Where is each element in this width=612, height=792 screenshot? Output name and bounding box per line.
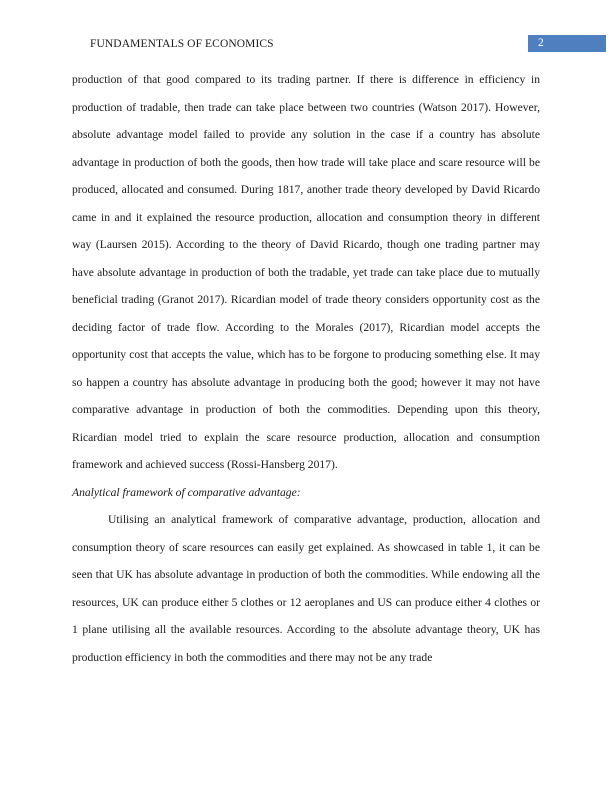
page-header	[0, 33, 612, 53]
section-subheading: Analytical framework of comparative advantage:	[72, 485, 301, 499]
body-paragraph: Utilising an analytical framework of comparative advantage, production, allocation and consumption theory of scare resources can easily get explained. As showcased in table 1, it can be seen that UK has absolute advantage in production of both the commodities. While endowing all the resources, UK can produce either 5 clothes or 12 aeroplanes and US can produce either 4 clothes or 1 plane utilising all the available resources. According to the absolute advantage theory, UK has production efficiency in both the commodities and there may not be any trade	[72, 513, 540, 664]
running-head-title: FUNDAMENTALS OF ECONOMICS	[90, 38, 274, 50]
page-number-badge	[528, 35, 606, 52]
body-paragraph: production of that good compared to its trading partner. If there is difference in efficiency in production of tradable, then trade can take place between two countries (Watson 2017). However, absolute advantage model failed to provide any solution in the case if a country has absolute advantage in production of both the goods, then how trade will take place and scare resource will be produced, allocated and consumed. During 1817, another trade theory developed by David Ricardo came in and it explained the resource production, allocation and consumption theory in different way (Laursen 2015). According to the theory of David Ricardo, though one trading partner may have absolute advantage in production of both the tradable, yet trade can take place due to mutually beneficial trading (Granot 2017). Ricardian model of trade theory considers opportunity cost as the deciding factor of trade flow. According to the Morales (2017), Ricardian model accepts the opportunity cost that accepts the value, which has to be forgone to producing something else. It may so happen a country has absolute advantage in producing both the good; however it may not have comparative advantage in production of both the commodities. Depending upon this theory, Ricardian model tried to explain the scare resource production, allocation and consumption framework and achieved success (Rossi-Hansberg 2017).	[72, 73, 540, 471]
document-body	[72, 66, 540, 671]
page-number: 2	[538, 37, 544, 49]
